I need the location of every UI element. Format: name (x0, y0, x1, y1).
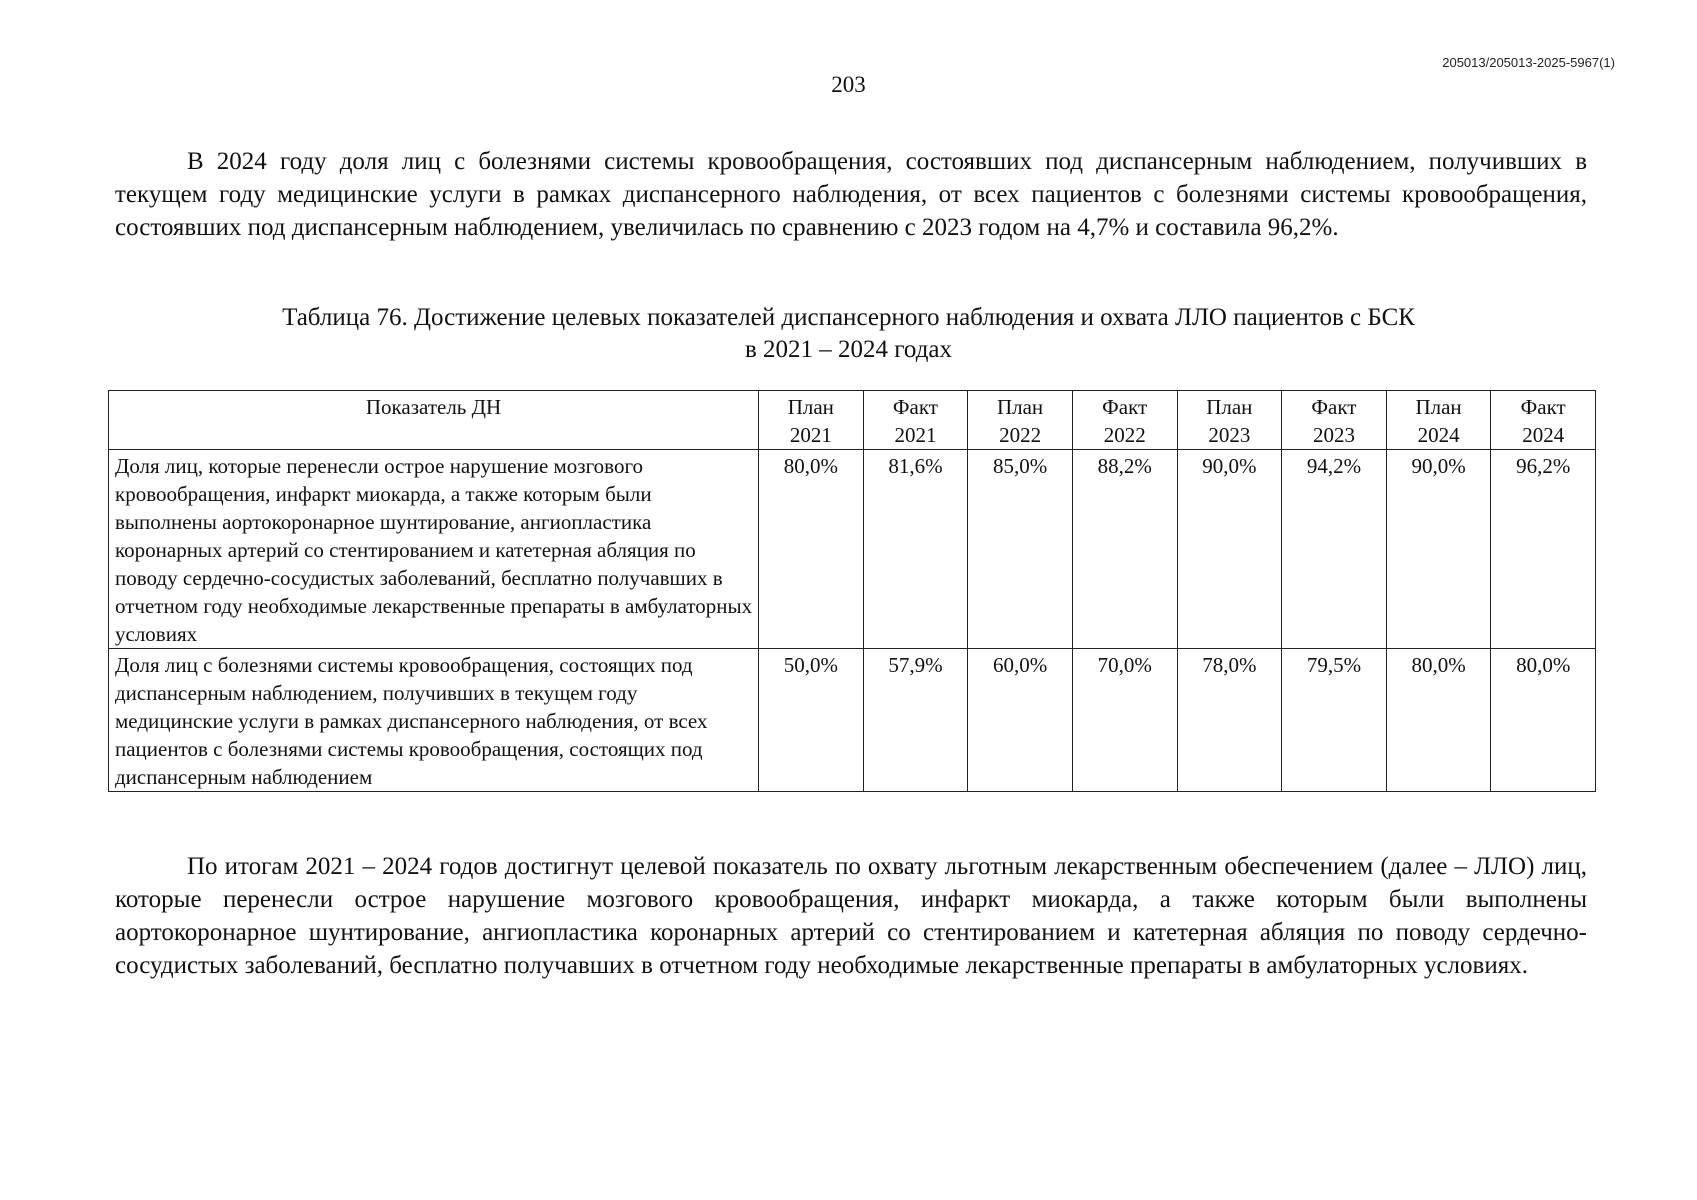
header-plan-2021 (759, 391, 864, 450)
value-cell: 78,0% (1177, 649, 1282, 792)
header-year: 2021 (789, 423, 832, 447)
table-caption-line-1: Таблица 76. Достижение целевых показателей диспансерного наблюдения и охвата ЛЛО пациентов с БСК (282, 304, 1415, 331)
indicator-cell: Доля лиц с болезнями системы кровообращения, состоящих под диспансерным наблюдением, получивших в текущем году медицинские услуги в рамках диспансерного наблюдения, от всех пациентов с болезнями системы кровообращения, состоящих под диспансерным наблюдением (109, 649, 759, 792)
value-cell: 81,6% (863, 450, 968, 649)
header-plan-2023 (1177, 391, 1282, 450)
value-cell: 57,9% (863, 649, 968, 792)
value-cell: 85,0% (968, 450, 1073, 649)
value-cell: 50,0% (759, 649, 864, 792)
header-indicator: Показатель ДН (109, 391, 759, 450)
table-caption-line-2: в 2021 – 2024 годах (744, 336, 953, 363)
table-caption (0, 302, 1697, 366)
header-fact-2022 (1072, 391, 1177, 450)
header-year: 2024 (1417, 423, 1460, 447)
header-year: 2023 (1312, 423, 1355, 447)
header-kind: План (1206, 395, 1253, 419)
table-row (109, 450, 1596, 649)
header-year: 2023 (1208, 423, 1251, 447)
paragraph-intro: В 2024 году доля лиц с болезнями системы кровообращения, состоявших под диспансерным наблюдением, получивших в текущем году медицинские услуги в рамках диспансерного наблюдения, от всех пациентов с болезнями системы кровообращения, состоявших под диспансерным наблюдением, увеличилась по сравнению с 2023 годом на 4,7% и составила 96,2%. (115, 148, 1587, 241)
paragraph-conclusion: По итогам 2021 – 2024 годов достигнут целевой показатель по охвату льготным лекарственным обеспечением (далее – ЛЛО) лиц, которые перенесли острое нарушение мозгового кровообращения, инфаркт миокарда, а также которым были выполнены аортокоронарное шунтирование, ангиопластика коронарных артерий со стентированием и катетерная абляция по поводу сердечно-сосудистых заболеваний, бесплатно получавших в отчетном году необходимые лекарственные препараты в амбулаторных условиях. (115, 853, 1587, 979)
header-fact-2024 (1491, 391, 1596, 450)
value-cell: 90,0% (1177, 450, 1282, 649)
value-cell: 80,0% (1491, 649, 1596, 792)
document-id: 205013/205013-2025-5967(1) (1442, 55, 1615, 70)
header-kind: Факт (1102, 395, 1148, 419)
header-kind: План (1415, 395, 1462, 419)
header-kind: План (996, 395, 1044, 419)
indicator-cell: Доля лиц, которые перенесли острое нарушение мозгового кровообращения, инфаркт миокарда, а также которым были выполнены аортокоронарное шунтирование, ангиопластика коронарных артерий со стентированием и катетерная абляция по поводу сердечно-сосудистых заболеваний, бесплатно получавших в отчетном году необходимые лекарственные препараты в амбулаторных условиях (109, 450, 759, 649)
page-number: 203 (831, 72, 866, 97)
table-row (109, 649, 1596, 792)
header-plan-2022 (968, 391, 1073, 450)
indicators-table (108, 390, 1596, 792)
header-year: 2024 (1522, 423, 1565, 447)
value-cell: 70,0% (1072, 649, 1177, 792)
value-cell: 88,2% (1072, 450, 1177, 649)
table-header-row (109, 391, 1596, 450)
header-kind: Факт (1311, 395, 1357, 419)
header-fact-2023 (1282, 391, 1387, 450)
value-cell: 79,5% (1282, 649, 1387, 792)
header-kind: План (787, 395, 834, 419)
header-kind: Факт (892, 395, 938, 419)
value-cell: 80,0% (759, 450, 864, 649)
header-year: 2022 (1103, 423, 1146, 447)
value-cell: 96,2% (1491, 450, 1596, 649)
header-kind: Факт (1520, 395, 1566, 419)
header-plan-2024 (1386, 391, 1491, 450)
header-year: 2021 (894, 423, 937, 447)
value-cell: 80,0% (1386, 649, 1491, 792)
header-year: 2022 (999, 423, 1042, 447)
header-fact-2021 (863, 391, 968, 450)
value-cell: 94,2% (1282, 450, 1387, 649)
value-cell: 60,0% (968, 649, 1073, 792)
value-cell: 90,0% (1386, 450, 1491, 649)
